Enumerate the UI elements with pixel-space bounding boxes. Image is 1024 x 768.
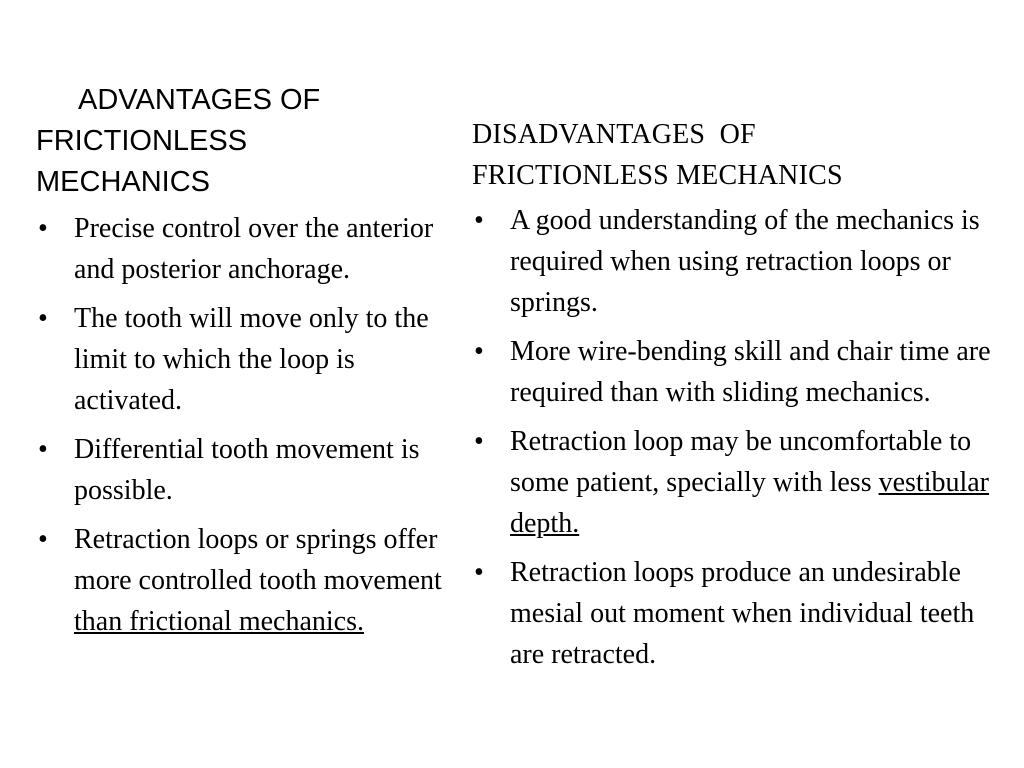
- advantages-heading-line-3: MECHANICS: [36, 166, 211, 198]
- bullet-icon: •: [38, 213, 48, 244]
- disadvantages-list-item: [472, 552, 1012, 675]
- bullet-icon: •: [474, 336, 484, 367]
- bullet-text: Retraction loops produce an undesirable mesial out moment when individual teeth are retracted.: [510, 557, 975, 670]
- disadvantages-heading: [472, 114, 1012, 196]
- advantages-heading-line-1: ADVANTAGES OF: [78, 84, 321, 116]
- disadvantages-list-item: [472, 421, 1012, 544]
- bullet-icon: •: [38, 524, 48, 555]
- advantages-column: [36, 80, 456, 650]
- advantages-list-item: [36, 208, 456, 290]
- hyperlink-text[interactable]: vestibular depth.: [510, 467, 990, 539]
- advantages-list-item: [36, 429, 456, 511]
- bullet-icon: •: [474, 426, 484, 457]
- disadvantages-list-item: [472, 200, 1012, 323]
- bullet-icon: •: [474, 557, 484, 588]
- bullet-icon: •: [38, 303, 48, 334]
- bullet-icon: •: [474, 205, 484, 236]
- advantages-list-item: [36, 519, 456, 642]
- bullet-text: More wire-bending skill and chair time are required than with sliding mechanics.: [510, 336, 991, 408]
- bullet-text: Differential tooth movement is possible.: [74, 434, 420, 506]
- disadvantages-list-item: [472, 331, 1012, 413]
- bullet-icon: •: [38, 434, 48, 465]
- hyperlink-text[interactable]: than frictional mechanics.: [74, 606, 364, 637]
- advantages-list: [36, 208, 456, 642]
- bullet-text: Precise control over the anterior and posterior anchorage.: [74, 213, 434, 285]
- bullet-text: The tooth will move only to the limit to which the loop is activated.: [74, 303, 429, 416]
- advantages-list-item: [36, 298, 456, 421]
- disadvantages-list: [472, 200, 1012, 675]
- advantages-heading-line-2: FRICTIONLESS: [36, 125, 248, 157]
- bullet-text: A good understanding of the mechanics is required when using retraction loops or springs.: [510, 205, 980, 318]
- disadvantages-heading-line-2: FRICTIONLESS MECHANICS: [472, 160, 843, 191]
- advantages-heading: [36, 80, 456, 203]
- bullet-text: Retraction loop may be uncomfortable to some patient, specially with less: [510, 426, 972, 498]
- disadvantages-column: [472, 114, 1012, 683]
- bullet-text: Retraction loops or springs offer more controlled tooth movement: [74, 524, 442, 596]
- disadvantages-heading-line-1: DISADVANTAGES OF: [472, 119, 756, 150]
